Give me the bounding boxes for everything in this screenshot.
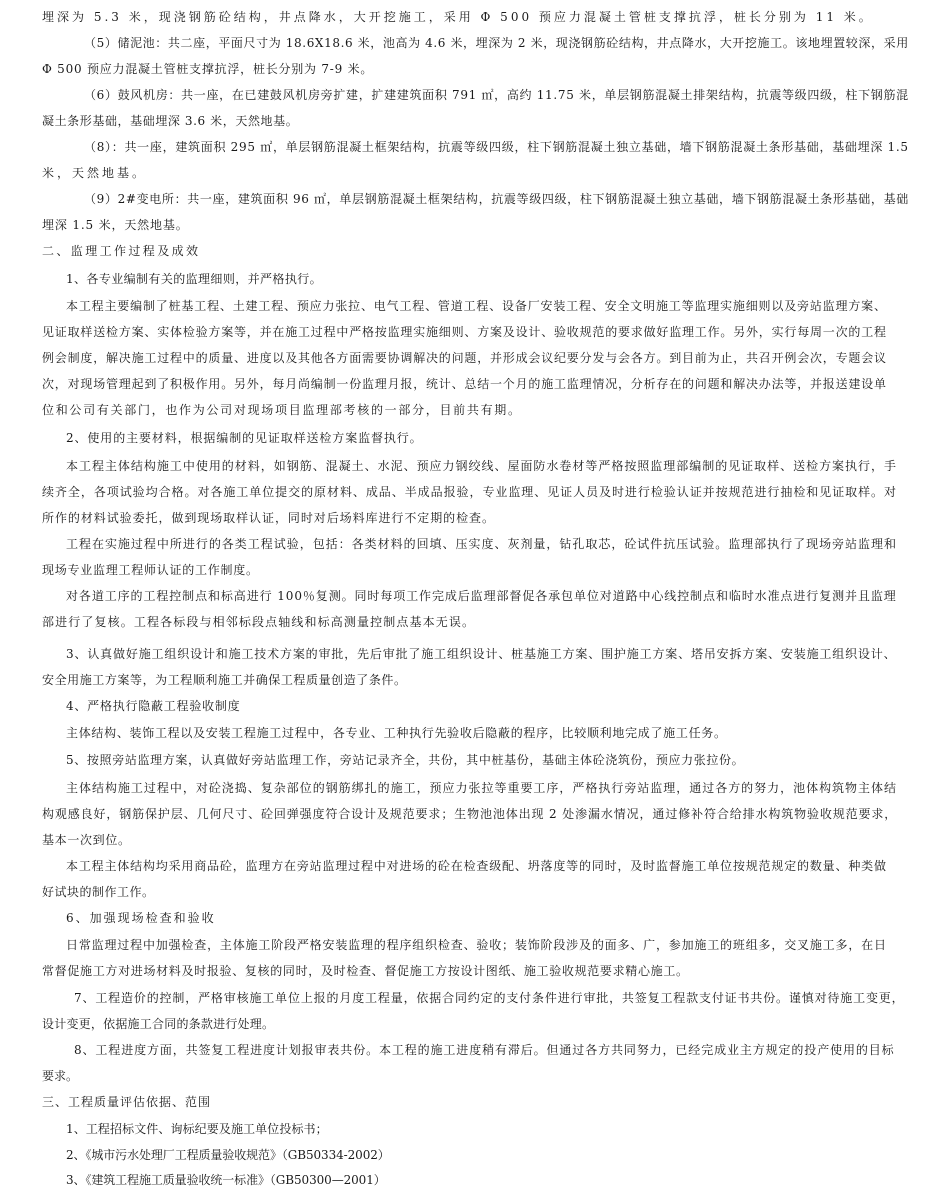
text-line: （6）鼓风机房：共一座，在已建鼓风机房旁扩建，扩建建筑面积 791 ㎡，高约 11.75 米，单层钢筋混凝土排架结构，抗震等级四级，柱下钢筋混 [84,88,909,102]
text-line: 本工程主体结构均采用商品砼，监理方在旁站监理过程中对进场的砼在检查级配、坍落度等的同时，及时监督施工单位按规范规定的数量、种类做 [66,859,887,873]
text-line: 工程在实施过程中所进行的各类工程试验，包括：各类材料的回填、压实度、灰剂量，钻孔取芯，砼试件抗压试验。监理部执行了现场旁站监理和 [66,537,897,551]
text-line: （5）储泥池：共二座，平面尺寸为 18.6X18.6 米，池高为 4.6 米，埋深为 2 米，现浇钢筋砼结构，井点降水，大开挖施工。该地埋置较深，采用 [84,36,909,50]
text-line: 续齐全，各项试验均合格。对各施工单位提交的原材料、成品、半成品报验，专业监理、见证人员及时进行检验认证并按规范进行抽检和见证取样。对 [42,485,897,499]
subsection-heading: 1、各专业编制有关的监理细则，并严格执行。 [66,272,323,286]
text-line: 现场专业监理工程师认证的工作制度。 [42,563,259,577]
text-line: 日常监理过程中加强检查，主体施工阶段严格安装监理的程序组织检查、验收；装饰阶段涉及的面多、广，参加施工的班组多，交叉施工多，在日 [66,938,887,952]
subsection-heading: 3、认真做好施工组织设计和施工技术方案的审批，先后审批了施工组织设计、桩基施工方案、围护施工方案、塔吊安拆方案、安装施工组织设计、 [66,647,897,661]
text-line: 主体结构施工过程中，对砼浇捣、复杂部位的钢筋绑扎的施工，预应力张拉等重要工序，严格执行旁站监理，通过各方的努力，池体构筑物主体结 [66,781,897,795]
subsection-heading: 2、使用的主要材料，根据编制的见证取样送检方案监督执行。 [66,431,423,445]
text-line: 对各道工序的工程控制点和标高进行 100％复测。同时每项工作完成后监理部督促各承包单位对道路中心线控制点和临时水准点进行复测并且监理 [66,589,897,603]
list-item: 1、工程招标文件、询标纪要及施工单位投标书； [66,1122,328,1136]
text-line: 埋深为 5.3 米，现浇钢筋砼结构，井点降水，大开挖施工，采用 Φ 500 预应力混凝土管桩支撑抗浮，桩长分别为 11 米。 [42,10,874,24]
subsection-heading: 6、加强现场检查和验收 [66,911,216,925]
text-line: 本工程主要编制了桩基工程、土建工程、预应力张拉、电气工程、管道工程、设备厂安装工程、安全文明施工等监理实施细则以及旁站监理方案、 [66,299,887,313]
text-line: 常督促施工方对进场材料及时报验、复核的同时，及时检查、督促施工方按设计图纸、施工验收规范要求精心施工。 [42,964,689,978]
text-line: 好试块的制作工作。 [42,885,155,899]
text-line: 构观感良好，钢筋保护层、几何尺寸、砼回弹强度符合设计及规范要求；生物池池体出现 2 处渗漏水情况，通过修补符合给排水构筑物验收规范要求， [42,807,898,821]
text-line: 位和公司有关部门，也作为公司对现场项目监理部考核的一部分，目前共有期。 [42,403,522,417]
text-line: 部进行了复核。工程各标段与相邻标段点轴线和标高测量控制点基本无误。 [42,615,476,629]
text-line: （8）：共一座，建筑面积 295 ㎡，单层钢筋混凝土框架结构，抗震等级四级，柱下钢筋混凝土独立基础，墙下钢筋混凝土条形基础，基础埋深 1.5 [84,140,909,154]
section-heading: 二、监理工作过程及成效 [42,244,201,258]
subsection-heading: 8、工程进度方面，共签复工程进度计划报审表共份。本工程的施工进度稍有滞后。但通过各方共同努力，已经完成业主方规定的投产使用的目标 [74,1043,895,1057]
text-line: 本工程主体结构施工中使用的材料，如钢筋、混凝土、水泥、预应力钢绞线、屋面防水卷材等严格按照监理部编制的见证取样、送检方案执行，手 [66,459,897,473]
list-item: 2、《城市污水处理厂工程质量验收规范》（GB50334-2002） [66,1148,390,1162]
text-line: 要求。 [42,1069,79,1083]
list-item: 3、《建筑工程施工质量验收统一标准》（GB50300—2001） [66,1173,386,1187]
text-line: 所作的材料试验委托，做到现场取样认证，同时对后场料库进行不定期的检查。 [42,511,495,525]
section-heading: 三、工程质量评估依据、范围 [42,1095,212,1109]
text-line: 次，对现场管理起到了积极作用。另外，每月尚编制一份监理月报，统计、总结一个月的施工监理情况，分析存在的问题和解决办法等，并报送建设单 [42,377,887,391]
text-line: 埋深 1.5 米，天然地基。 [42,218,189,232]
text-line: 主体结构、装饰工程以及安装工程施工过程中，各专业、工种执行先验收后隐蔽的程序，比较顺利地完成了施工任务。 [66,726,727,740]
subsection-heading: 4、严格执行隐蔽工程验收制度 [66,699,241,713]
text-line: 安全用施工方案等，为工程顺利施工并确保工程质量创造了条件。 [42,673,407,687]
text-line: 米，天然地基。 [42,166,148,180]
text-line: 基本一次到位。 [42,833,131,847]
text-line: 设计变更，依据施工合同的条款进行处理。 [42,1017,275,1031]
text-line: 见证取样送检方案、实体检验方案等，并在施工过程中严格按监理实施细则、方案及设计、验收规范的要求做好监理工作。另外，实行每周一次的工程 [42,325,887,339]
text-line: 凝土条形基础，基础埋深 3.6 米，天然地基。 [42,114,299,128]
subsection-heading: 5、按照旁站监理方案，认真做好旁站监理工作，旁站记录齐全，共份，其中桩基份，基础主体砼浇筑份，预应力张拉份。 [66,753,745,767]
text-line: （9）2#变电所：共一座，建筑面积 96 ㎡，单层钢筋混凝土框架结构，抗震等级四级，柱下钢筋混凝土独立基础，墙下钢筋混凝土条形基础，基础 [84,192,909,206]
subsection-heading: 7、工程造价的控制，严格审核施工单位上报的月度工程量，依据合同约定的支付条件进行审批，共签复工程款支付证书共份。谨慎对待施工变更， [74,991,905,1005]
text-line: Φ 500 预应力混凝土管桩支撑抗浮，桩长分别为 7-9 米。 [42,62,374,76]
text-line: 例会制度，解决施工过程中的质量、进度以及其他各方面需要协调解决的问题，并形成会议纪要分发与会各方。到目前为止，共召开例会次，专题会议 [42,351,887,365]
